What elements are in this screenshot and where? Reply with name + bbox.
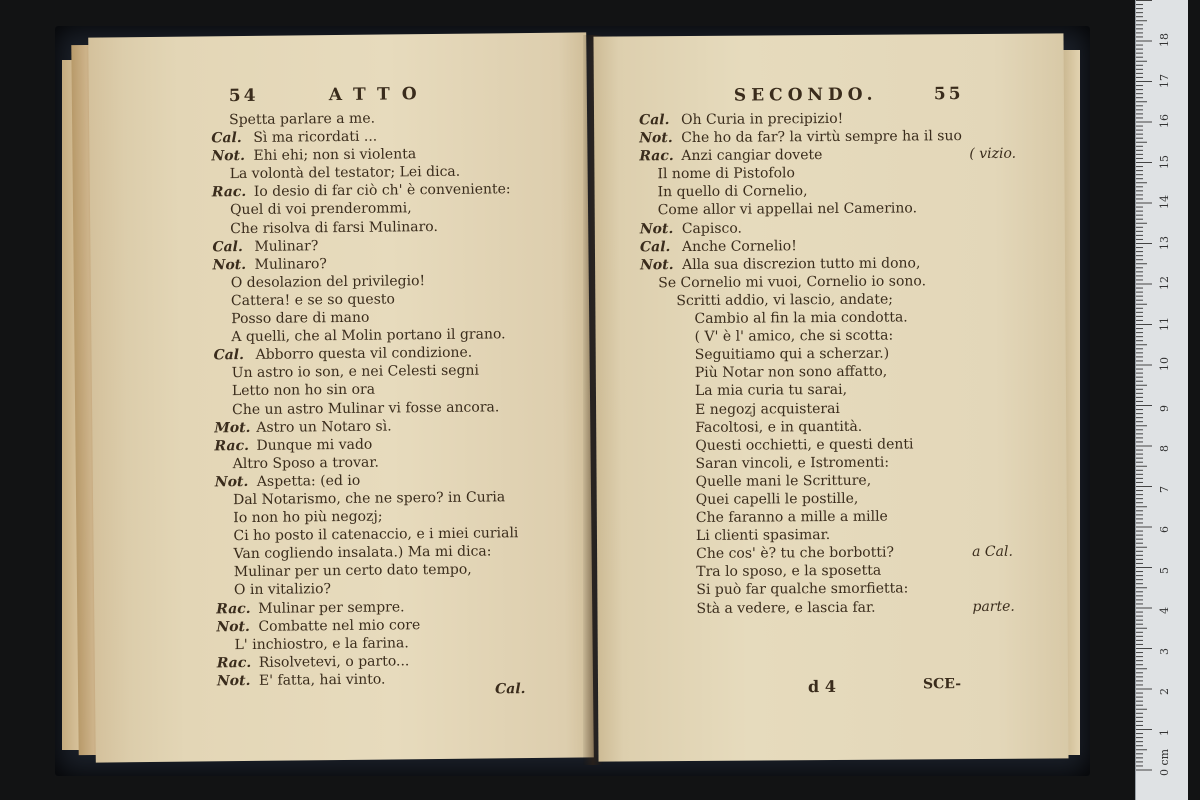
speaker-label: Cal. bbox=[639, 112, 670, 129]
text-line bbox=[640, 308, 963, 328]
speaker-label: Not. bbox=[640, 256, 674, 274]
verse-text: Mulinaro? bbox=[254, 255, 327, 273]
verse-text: Saran vincoli, e Istromenti: bbox=[695, 454, 890, 472]
ruler-label: 2 bbox=[1158, 688, 1171, 695]
speaker-label: Not. bbox=[214, 473, 249, 491]
ruler-label: 18 bbox=[1158, 33, 1171, 47]
verse-text: Quel di voi prenderommi, bbox=[229, 200, 412, 219]
verse-text: La volontà del testator; Lei dica. bbox=[229, 164, 461, 183]
ruler-label: 7 bbox=[1158, 485, 1171, 493]
ruler-label: 11 bbox=[1158, 316, 1171, 331]
catchword: SCE- bbox=[922, 676, 962, 693]
running-head: ATTO bbox=[328, 84, 429, 106]
speaker-label: Cal. bbox=[211, 130, 242, 147]
verse-text: Facoltosi, e in quantità. bbox=[695, 418, 863, 436]
ruler-label: 9 bbox=[1158, 404, 1171, 412]
verse-text: Spetta parlare a me. bbox=[229, 110, 376, 129]
speaker-label: Not. bbox=[211, 148, 246, 165]
text-line bbox=[642, 561, 965, 581]
text-block bbox=[639, 109, 1017, 618]
text-line bbox=[640, 236, 963, 256]
text-line bbox=[641, 326, 964, 346]
text-line bbox=[642, 598, 1015, 618]
text-line bbox=[640, 272, 963, 292]
stage-direction: parte. bbox=[972, 598, 1015, 615]
verse-text: Che un astro Mulinar vi fosse ancora. bbox=[232, 398, 500, 418]
verse-text: Sì ma ricordati ... bbox=[253, 128, 378, 146]
running-head: SECONDO. bbox=[733, 84, 878, 106]
verse-text: Altro Sposo a trovar. bbox=[232, 454, 379, 472]
speaker-label: Not. bbox=[639, 220, 674, 237]
ruler-label: 10 bbox=[1158, 357, 1171, 371]
ruler-label: 1 bbox=[1158, 728, 1171, 736]
verse-text: O in vitalizio? bbox=[233, 581, 332, 599]
text-line bbox=[642, 489, 965, 509]
verse-text: O desolazion del privilegio! bbox=[230, 272, 426, 291]
verse-text: Dunque mi vado bbox=[256, 436, 373, 454]
text-line bbox=[640, 254, 963, 274]
text-line bbox=[639, 109, 962, 129]
speaker-label: Rac. bbox=[639, 148, 674, 165]
verse-text: E negozj acquisterai bbox=[695, 400, 840, 418]
page-number: 55 bbox=[933, 84, 964, 105]
verse-text: Stà a vedere, e lascia far. bbox=[696, 599, 876, 617]
verse-text: Io desio di far ciò ch' è conveniente: bbox=[253, 181, 511, 201]
text-line bbox=[641, 344, 964, 364]
text-line bbox=[217, 669, 520, 690]
verse-text: Che ho da far? la virtù sempre ha il suo bbox=[681, 128, 962, 147]
speaker-label: Cal. bbox=[213, 347, 245, 364]
verse-text: Letto non ho sin ora bbox=[231, 382, 376, 400]
verse-text: Abborro questa vil condizione. bbox=[255, 344, 473, 364]
text-line bbox=[639, 127, 962, 147]
verse-text: Tra lo sposo, e la sposetta bbox=[696, 562, 882, 581]
verse-text: Oh Curia in precipizio! bbox=[681, 110, 844, 129]
text-line bbox=[640, 200, 963, 220]
verse-text: Cattera! e se so questo bbox=[230, 291, 395, 310]
text-line bbox=[642, 507, 965, 527]
text-line bbox=[639, 145, 1017, 165]
text-line bbox=[641, 399, 964, 419]
verse-text: Mulinar per sempre. bbox=[258, 598, 405, 617]
ruler-label: 3 bbox=[1158, 647, 1171, 655]
verse-text: Questi occhietti, e questi denti bbox=[695, 436, 914, 454]
speaker-label: Cal. bbox=[212, 238, 243, 255]
verse-text: Se Cornelio mi vuoi, Cornelio io sono. bbox=[658, 273, 927, 292]
text-line bbox=[640, 218, 963, 238]
text-line bbox=[642, 525, 965, 545]
ruler-label: 6 bbox=[1158, 526, 1171, 533]
speaker-label: Not. bbox=[639, 130, 673, 147]
speaker-label: Not. bbox=[212, 256, 247, 274]
verse-text: Posso dare di mano bbox=[231, 309, 370, 328]
verse-text: Ci ho posto il catenaccio, e i miei curiali bbox=[233, 525, 519, 545]
speaker-label: Rac. bbox=[216, 654, 252, 672]
verse-text: Che faranno a mille a mille bbox=[695, 508, 888, 527]
verse-text: Quei capelli le postille, bbox=[695, 490, 859, 508]
verse-text: Aspetta: (ed io bbox=[256, 472, 361, 490]
stage-direction: a Cal. bbox=[972, 543, 1013, 561]
verse-text: In quello di Cornelio, bbox=[657, 183, 808, 201]
verse-text: Capisco. bbox=[681, 220, 743, 237]
verse-text: Alla sua discrezion tutto mi dono, bbox=[682, 255, 921, 273]
ruler-label: 13 bbox=[1158, 235, 1171, 250]
text-line bbox=[642, 471, 965, 491]
left-page bbox=[88, 32, 594, 762]
verse-text: Astro un Notaro sì. bbox=[256, 418, 392, 436]
speaker-label: Mot. bbox=[214, 419, 251, 436]
verse-text: Che risolva di farsi Mulinaro. bbox=[230, 218, 438, 237]
verse-text: Anche Cornelio! bbox=[681, 237, 797, 255]
ruler-label: 5 bbox=[1158, 566, 1171, 574]
ruler-label: 17 bbox=[1158, 73, 1171, 88]
speaker-label: Not. bbox=[216, 618, 250, 635]
ruler-label: 4 bbox=[1158, 607, 1171, 614]
verse-text: Dal Notarismo, che ne spero? in Curia bbox=[232, 489, 506, 509]
text-line bbox=[639, 163, 962, 183]
ruler-label: 14 bbox=[1158, 195, 1171, 209]
ruler-label: 8 bbox=[1158, 445, 1171, 452]
right-page bbox=[593, 33, 1068, 761]
verse-text: A quelli, che al Molin portano il grano. bbox=[231, 326, 506, 346]
speaker-label: Rac. bbox=[214, 437, 250, 455]
measurement-ruler bbox=[1135, 0, 1188, 800]
verse-text: Risolvetevi, o parto... bbox=[258, 653, 410, 671]
text-line bbox=[642, 580, 965, 600]
verse-text: Cambio al fin la mia condotta. bbox=[694, 309, 908, 327]
verse-text: Li clienti spasimar. bbox=[695, 527, 831, 545]
speaker-label: Rac. bbox=[211, 184, 247, 201]
verse-text: Van cogliendo insalata.) Ma mi dica: bbox=[233, 543, 492, 563]
verse-text: Anzi cangiar dovete bbox=[681, 147, 823, 165]
verse-text: Come allor vi appellai nel Camerino. bbox=[657, 200, 918, 219]
text-block bbox=[211, 108, 520, 690]
speaker-label: Rac. bbox=[216, 600, 251, 617]
verse-text: E' fatta, hai vinto. bbox=[258, 671, 386, 689]
verse-text: L' inchiostro, e la farina. bbox=[234, 635, 409, 653]
text-line bbox=[641, 362, 964, 382]
verse-text: ( V' è l' amico, che si scotta: bbox=[694, 327, 894, 346]
text-line bbox=[641, 417, 964, 437]
speaker-label: Not. bbox=[216, 672, 251, 690]
verse-text: Quelle mani le Scritture, bbox=[695, 472, 872, 490]
text-line bbox=[642, 543, 1013, 563]
text-line bbox=[640, 290, 963, 310]
ruler-label: 12 bbox=[1158, 276, 1171, 290]
verse-text: Che cos' è? tu che borbotti? bbox=[696, 544, 895, 563]
verse-text: Si può far qualche smorfietta: bbox=[696, 580, 909, 599]
verse-text: Scritti addio, vi lascio, andate; bbox=[676, 291, 894, 310]
verse-text: Ehi ehi; non si violenta bbox=[253, 146, 417, 165]
verse-text: Combatte nel mio core bbox=[258, 616, 421, 635]
signature-mark: d 4 bbox=[807, 676, 836, 697]
ruler-label: 16 bbox=[1158, 114, 1171, 128]
ruler-label: 0 cm bbox=[1158, 748, 1171, 776]
verse-text: Mulinar per un certo dato tempo, bbox=[233, 561, 472, 581]
verse-text: Io non ho più negozj; bbox=[233, 508, 383, 527]
speaker-label: Cal. bbox=[639, 238, 671, 255]
text-line bbox=[641, 453, 964, 473]
page-number: 54 bbox=[228, 85, 259, 107]
text-line bbox=[640, 181, 963, 201]
catchword: Cal. bbox=[494, 681, 526, 698]
text-line bbox=[641, 435, 964, 455]
ruler-label: 15 bbox=[1158, 154, 1171, 169]
text-line bbox=[641, 380, 964, 400]
verse-text: Seguitiamo qui a scherzar.) bbox=[694, 345, 890, 364]
verse-text: Mulinar? bbox=[254, 237, 319, 255]
verse-text: La mia curia tu sarai, bbox=[694, 382, 848, 400]
verse-text: Più Notar non sono affatto, bbox=[694, 363, 888, 382]
verse-text: Il nome di Pistofolo bbox=[657, 165, 795, 183]
stage-direction: ( vizio. bbox=[969, 145, 1017, 163]
verse-text: Un astro io son, e nei Celesti segni bbox=[231, 362, 480, 382]
